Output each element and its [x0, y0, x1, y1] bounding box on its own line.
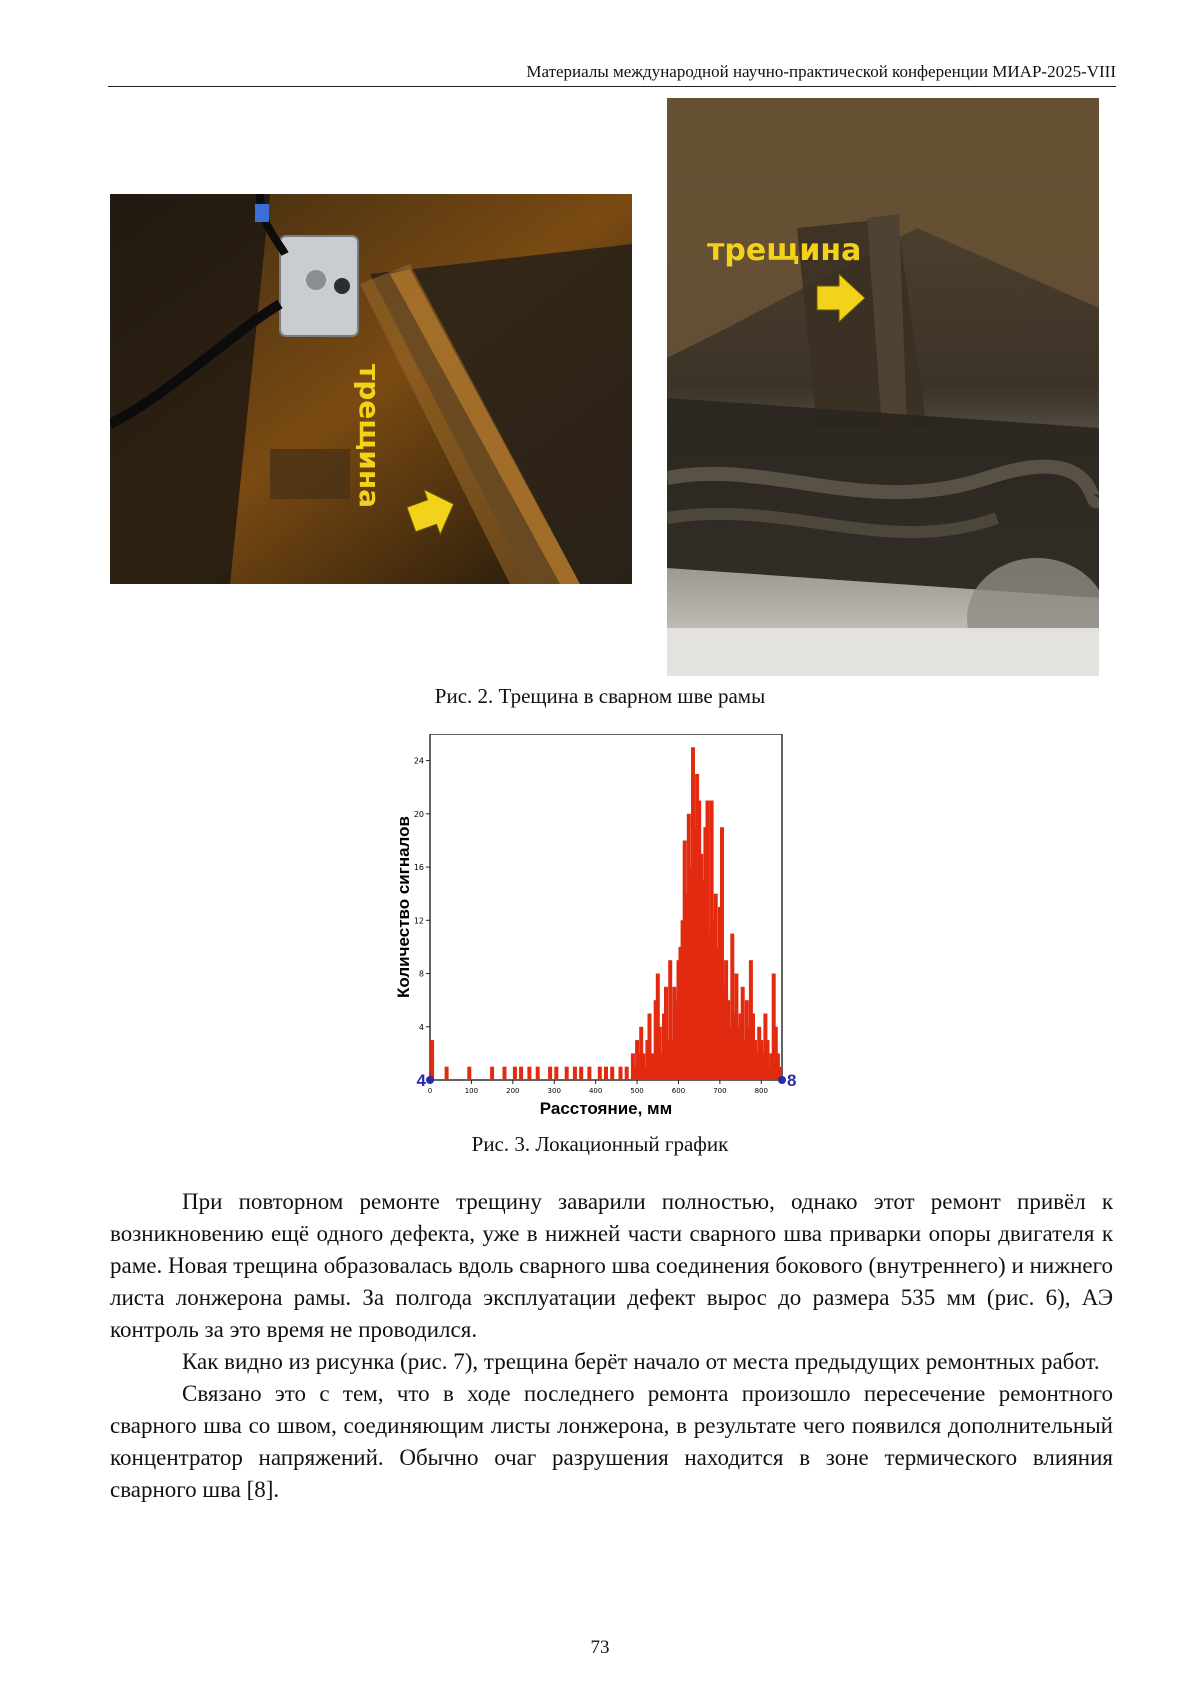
paragraph: Связано это с тем, что в ходе последнего ремонта произошло пересечение ремонтного сварного шва со швом, соединяющим листы лонжерона, в результате чего появился дополнительный концентратор напряжений. Обычно очаг разрушения находится в зоне термического влияния сварного шва [8]. [110, 1381, 1113, 1502]
x-tick-label: 0 [427, 1087, 433, 1095]
sensor-left-label: 4 [416, 1071, 426, 1090]
x-tick-label: 800 [754, 1087, 768, 1095]
bar [467, 1067, 471, 1080]
bar [598, 1067, 602, 1080]
bar [445, 1067, 449, 1080]
sensor-right-label: 8 [787, 1071, 797, 1090]
sensor-left-marker [426, 1076, 434, 1084]
crack-photo-right [667, 98, 1099, 676]
bar [579, 1067, 583, 1080]
running-header: Материалы международной научно-практической конференции МИАР-2025-VIII [108, 62, 1116, 87]
x-axis-label: Расстояние, мм [539, 1099, 673, 1118]
y-tick-label: 8 [418, 969, 424, 979]
crack-label-left: трещина [353, 364, 386, 509]
figure-3-caption: Рис. 3. Локационный график [471, 1132, 729, 1156]
y-tick-label: 16 [413, 863, 424, 873]
bar [625, 1067, 629, 1080]
y-tick-label: 4 [418, 1022, 424, 1032]
bar [503, 1067, 507, 1080]
y-tick-label: 20 [413, 809, 424, 819]
bar [490, 1067, 494, 1080]
bar [604, 1067, 608, 1080]
crack-label-right: трещина [707, 233, 862, 268]
bar [610, 1067, 614, 1080]
bar [536, 1067, 540, 1080]
bar [587, 1067, 591, 1080]
bar [513, 1067, 517, 1080]
y-tick-label: 24 [413, 756, 424, 766]
y-axis-label: Количество сигналов [394, 816, 413, 998]
figure-2-caption: Рис. 2. Трещина в сварном шве рамы [434, 684, 766, 708]
paragraph: Как видно из рисунка (рис. 7), трещина берёт начало от места предыдущих ремонтных работ. [182, 1349, 1100, 1374]
crack-photo-left [110, 194, 632, 584]
bar [573, 1067, 577, 1080]
bar [430, 1040, 434, 1080]
x-tick-label: 300 [547, 1087, 561, 1095]
sensor-right-marker [778, 1076, 786, 1084]
bar [565, 1067, 569, 1080]
paragraph: При повторном ремонте трещину заварили полностью, однако этот ремонт привёл к возникновению ещё одного дефекта, уже в нижней части сварного шва приварки опоры двигателя к раме. Новая трещина образовалась вдоль сварного шва соединения бокового (внутреннего) и нижнего листа лонжерона рамы. За полгода эксплуатации дефект вырос до размера 535 мм (рис. 6), АЭ контроль за это время не проводился. [110, 1189, 1113, 1342]
x-ticks [428, 1080, 768, 1095]
y-ticks [414, 757, 430, 1032]
x-tick-label: 700 [713, 1087, 727, 1095]
x-tick-label: 100 [464, 1087, 479, 1095]
bar [619, 1067, 623, 1080]
y-tick-label: 12 [413, 916, 424, 926]
x-tick-label: 600 [671, 1087, 686, 1095]
x-tick-label: 500 [630, 1087, 644, 1095]
bar [519, 1067, 523, 1080]
location-chart [383, 734, 835, 1126]
bar [527, 1067, 531, 1080]
x-tick-label: 400 [588, 1087, 603, 1095]
body-text [110, 1186, 1113, 1506]
x-tick-label: 200 [506, 1087, 520, 1095]
bar [554, 1067, 558, 1080]
bar [548, 1067, 552, 1080]
page-number: 73 [590, 1637, 610, 1658]
